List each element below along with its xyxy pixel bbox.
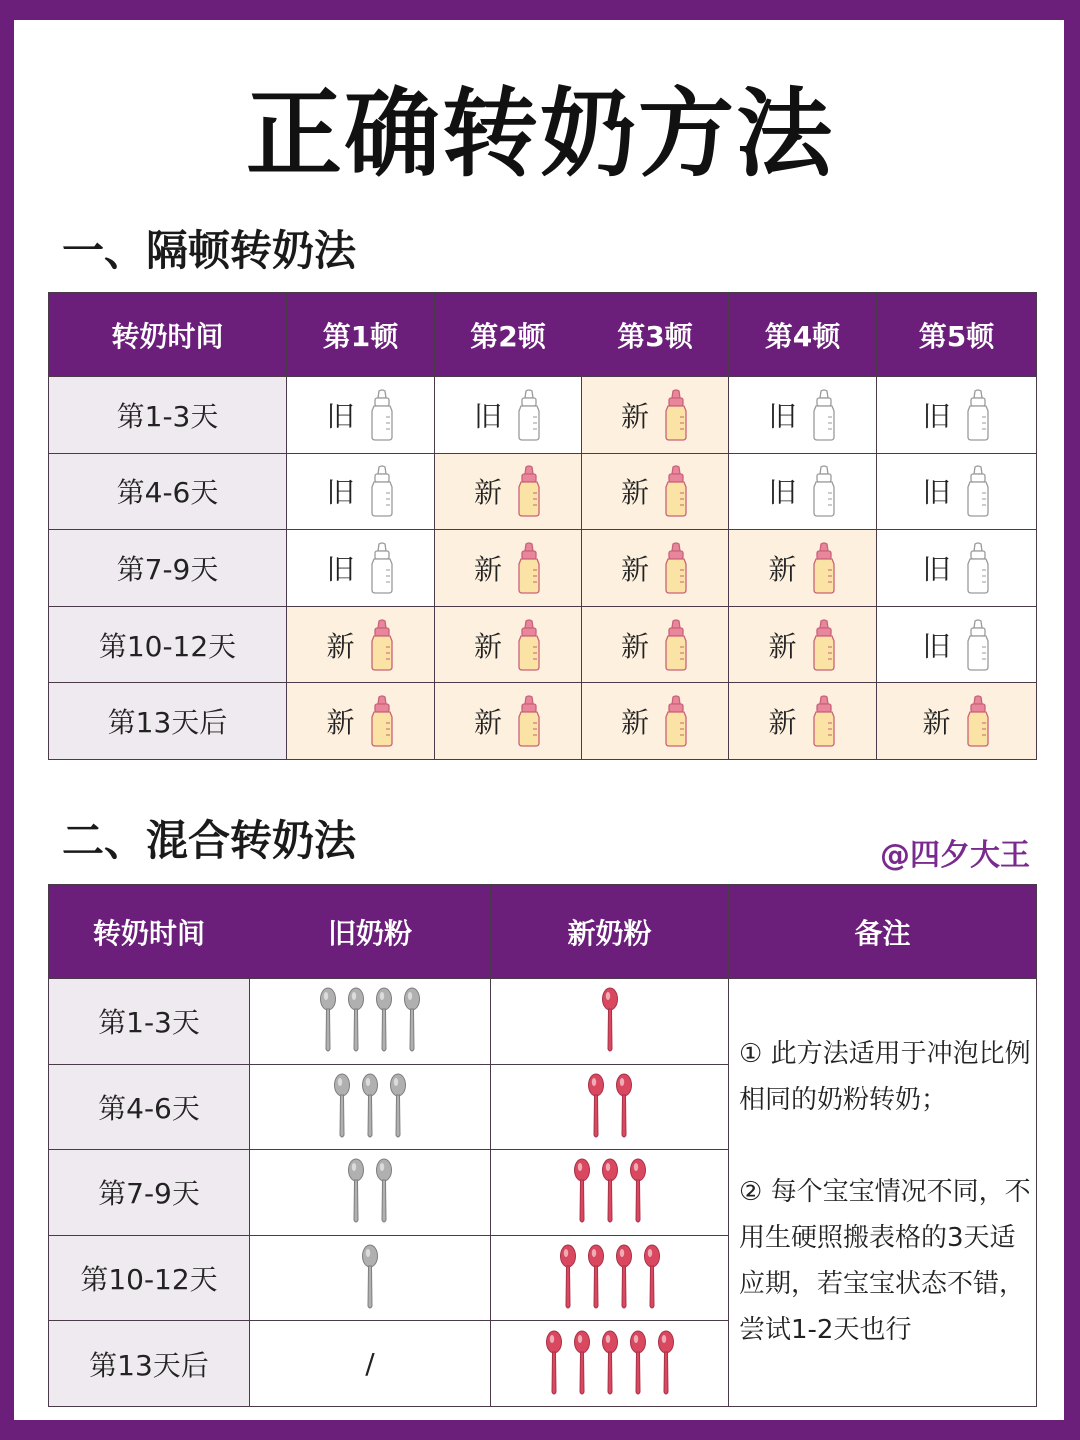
old-spoon-group [250, 1244, 490, 1312]
new-formula-spoon-icon [615, 1073, 633, 1141]
new-formula-spoon-icon [573, 1330, 591, 1398]
old-formula-bottle-icon [965, 389, 991, 441]
new-formula-spoon-icon [587, 1244, 605, 1312]
section2-heading: 二、混合转奶法 [62, 816, 357, 865]
table1-header-row [49, 293, 1037, 377]
new-formula-bottle-icon [663, 695, 689, 747]
new-formula-bottle-icon [663, 389, 689, 441]
table1-row-label: 第7-9天 [49, 530, 287, 607]
old-formula-bottle-icon [811, 389, 837, 441]
new-formula-spoon-icon [559, 1244, 577, 1312]
formula-type-label: 旧 [768, 476, 797, 510]
old-formula-bottle-icon [965, 619, 991, 671]
new-formula-spoon-icon [615, 1244, 633, 1312]
note-text: ① 此方法适用于冲泡比例相同的奶粉转奶； [739, 1039, 1031, 1116]
table1-cell [435, 530, 582, 607]
table1-cell [877, 530, 1037, 607]
old-formula-bottle-icon [369, 465, 395, 517]
table2-row-label: 第4-6天 [49, 1064, 250, 1150]
old-spoon-group [250, 987, 490, 1055]
table1-cell [877, 453, 1037, 530]
table1-header-meal-5: 第5顿 [877, 293, 1037, 377]
new-formula-bottle-icon [663, 542, 689, 594]
table2-header-old-formula: 旧奶粉 [250, 885, 491, 979]
table1-cell [287, 606, 435, 683]
new-spoon-group [491, 987, 728, 1055]
formula-type-label: 新 [768, 552, 797, 586]
alternate-feeding-table [48, 292, 1037, 760]
table1-cell [435, 453, 582, 530]
old-formula-spoon-icon [347, 1158, 365, 1226]
old-formula-bottle-icon [811, 465, 837, 517]
new-formula-spoons-cell [491, 1064, 729, 1150]
table2-row-label: 第13天后 [49, 1321, 250, 1407]
formula-type-label: 新 [326, 629, 355, 663]
table1-cell [729, 530, 877, 607]
table1-cell [729, 606, 877, 683]
old-formula-bottle-icon [516, 389, 542, 441]
table1-cell [729, 683, 877, 760]
table1-cell [582, 606, 729, 683]
formula-type-label: 新 [620, 552, 649, 586]
new-formula-spoon-icon [601, 987, 619, 1055]
table1-header-meal-1: 第1顿 [287, 293, 435, 377]
table1-cell [435, 606, 582, 683]
formula-type-label: 旧 [768, 399, 797, 433]
new-formula-spoon-icon [643, 1244, 661, 1312]
table1-cell [287, 453, 435, 530]
new-formula-spoon-icon [601, 1158, 619, 1226]
new-formula-spoon-icon [657, 1330, 675, 1398]
new-formula-bottle-icon [965, 695, 991, 747]
formula-type-label: 新 [620, 399, 649, 433]
formula-type-label: 新 [473, 629, 502, 663]
old-formula-bottle-icon [965, 542, 991, 594]
new-formula-spoon-icon [601, 1330, 619, 1398]
formula-type-label: 新 [768, 629, 797, 663]
table1-cell [582, 377, 729, 454]
old-spoon-group [250, 1073, 490, 1141]
formula-type-label: 新 [326, 706, 355, 740]
table2-row-label: 第7-9天 [49, 1150, 250, 1236]
new-formula-bottle-icon [369, 619, 395, 671]
old-formula-spoon-icon [361, 1244, 379, 1312]
old-formula-spoons-cell [250, 1321, 491, 1407]
old-formula-bottle-icon [369, 542, 395, 594]
formula-type-label: 旧 [922, 552, 951, 586]
table2-header-row [49, 885, 1037, 979]
new-formula-spoon-icon [587, 1073, 605, 1141]
author-watermark: @四夕大王 [880, 838, 1030, 873]
table1-row [49, 683, 1037, 760]
page-title: 正确转奶方法 [246, 78, 834, 190]
table1-row-label: 第13天后 [49, 683, 287, 760]
new-formula-spoon-icon [629, 1330, 647, 1398]
new-formula-spoon-icon [545, 1330, 563, 1398]
new-formula-spoons-cell [491, 1321, 729, 1407]
old-formula-spoon-icon [347, 987, 365, 1055]
new-spoon-group [491, 1330, 728, 1398]
old-formula-spoon-icon [375, 1158, 393, 1226]
table1-row-label: 第4-6天 [49, 453, 287, 530]
old-formula-spoon-icon [389, 1073, 407, 1141]
table1-row-label: 第1-3天 [49, 377, 287, 454]
formula-type-label: 旧 [326, 476, 355, 510]
table1-row [49, 377, 1037, 454]
new-formula-bottle-icon [811, 695, 837, 747]
table1-cell [877, 377, 1037, 454]
old-formula-spoon-icon [361, 1073, 379, 1141]
new-spoon-group [491, 1158, 728, 1226]
formula-type-label: 旧 [922, 629, 951, 663]
new-formula-bottle-icon [516, 619, 542, 671]
table1-header-meal-2: 第2顿 [435, 293, 582, 377]
formula-type-label: 新 [620, 476, 649, 510]
new-spoon-group [491, 1073, 728, 1141]
new-formula-bottle-icon [516, 465, 542, 517]
table1-row [49, 606, 1037, 683]
new-formula-bottle-icon [811, 542, 837, 594]
new-formula-bottle-icon [369, 695, 395, 747]
table2-row [49, 979, 1037, 1065]
table1-row-label: 第10-12天 [49, 606, 287, 683]
table2-row-label: 第1-3天 [49, 979, 250, 1065]
table1-cell [287, 530, 435, 607]
table2-header-new-formula: 新奶粉 [491, 885, 729, 979]
old-formula-spoons-cell [250, 1064, 491, 1150]
new-formula-bottle-icon [811, 619, 837, 671]
mixed-feeding-table [48, 884, 1037, 1407]
new-formula-spoons-cell [491, 979, 729, 1065]
formula-type-label: 旧 [326, 399, 355, 433]
new-formula-spoon-icon [573, 1158, 591, 1226]
old-formula-spoon-icon [333, 1073, 351, 1141]
table1-cell [287, 377, 435, 454]
old-formula-spoon-icon [375, 987, 393, 1055]
formula-type-label: 新 [473, 476, 502, 510]
table1-cell [877, 606, 1037, 683]
table1-header-meal-3: 第3顿 [582, 293, 729, 377]
formula-type-label: 旧 [473, 399, 502, 433]
table1-row [49, 453, 1037, 530]
notes-spacer [739, 1123, 1032, 1169]
table1-header-meal-4: 第4顿 [729, 293, 877, 377]
new-formula-bottle-icon [663, 465, 689, 517]
old-formula-spoon-icon [319, 987, 337, 1055]
formula-type-label: 旧 [326, 552, 355, 586]
table1-row [49, 530, 1037, 607]
old-formula-spoons-cell [250, 1150, 491, 1236]
old-formula-spoons-cell [250, 979, 491, 1065]
table1-cell [729, 453, 877, 530]
new-formula-bottle-icon [663, 619, 689, 671]
new-formula-spoons-cell [491, 1150, 729, 1236]
new-formula-bottle-icon [516, 695, 542, 747]
table1-cell [729, 377, 877, 454]
formula-type-label: 新 [473, 706, 502, 740]
none-marker: / [365, 1347, 375, 1381]
old-spoon-group [250, 1158, 490, 1226]
formula-type-label: 新 [922, 706, 951, 740]
new-formula-spoon-icon [629, 1158, 647, 1226]
table2-row-label: 第10-12天 [49, 1235, 250, 1321]
old-formula-spoons-cell [250, 1235, 491, 1321]
new-formula-bottle-icon [516, 542, 542, 594]
old-formula-spoon-icon [403, 987, 421, 1055]
section1-heading: 一、隔顿转奶法 [62, 226, 357, 275]
formula-type-label: 新 [473, 552, 502, 586]
table1-cell [582, 683, 729, 760]
table1-cell [582, 530, 729, 607]
table2-header-notes: 备注 [729, 885, 1037, 979]
table1-cell [877, 683, 1037, 760]
formula-type-label: 旧 [922, 399, 951, 433]
old-formula-bottle-icon [369, 389, 395, 441]
formula-type-label: 新 [620, 706, 649, 740]
new-spoon-group [491, 1244, 728, 1312]
formula-type-label: 新 [768, 706, 797, 740]
table1-cell [582, 453, 729, 530]
table2-header-time: 转奶时间 [49, 885, 250, 979]
formula-type-label: 旧 [922, 476, 951, 510]
table1-cell [435, 377, 582, 454]
notes-cell [729, 979, 1037, 1407]
table1-cell [287, 683, 435, 760]
note-text: ② 每个宝宝情况不同，不用生硬照搬表格的3天适应期，若宝宝状态不错，尝试1-2天也行 [739, 1177, 1031, 1346]
table1-header-time: 转奶时间 [49, 293, 287, 377]
old-formula-bottle-icon [965, 465, 991, 517]
new-formula-spoons-cell [491, 1235, 729, 1321]
table1-cell [435, 683, 582, 760]
formula-type-label: 新 [620, 629, 649, 663]
